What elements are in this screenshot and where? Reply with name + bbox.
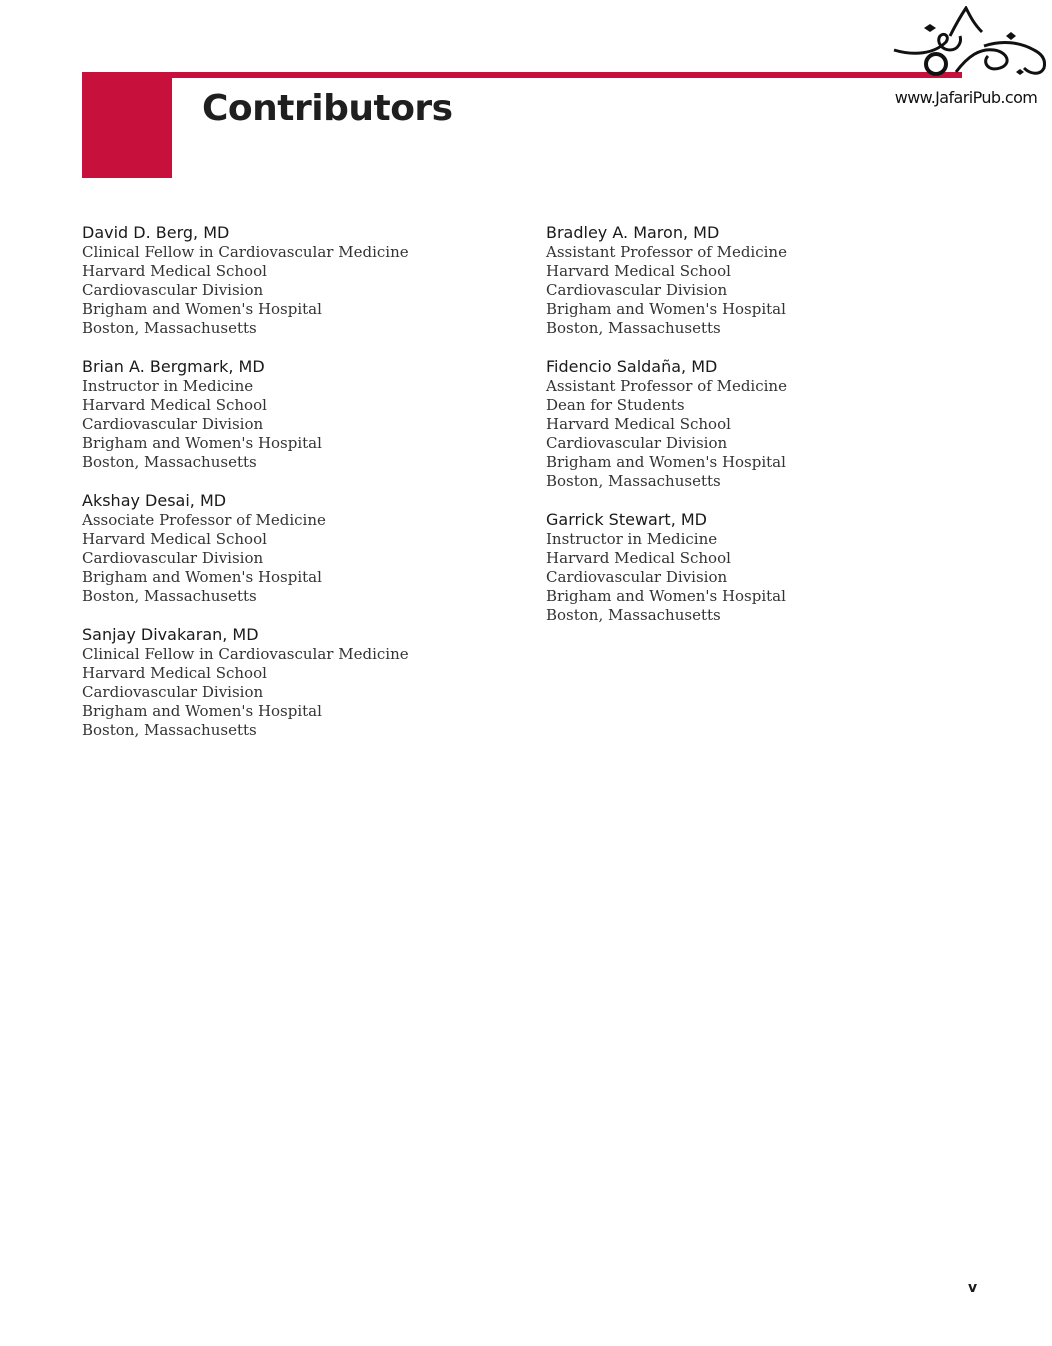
page-title: Contributors bbox=[202, 88, 453, 129]
contributor-affiliation-line: Boston, Massachusetts bbox=[82, 319, 257, 337]
contributor-affiliation-line: Brigham and Women's Hospital bbox=[546, 453, 786, 471]
contributor-affiliation-line: Boston, Massachusetts bbox=[546, 472, 721, 490]
contributor-name: David D. Berg, MD bbox=[82, 223, 230, 242]
contributor-affiliation-line: Boston, Massachusetts bbox=[82, 587, 257, 605]
contributor-affiliation-line: Brigham and Women's Hospital bbox=[82, 300, 322, 318]
contributor-entry bbox=[546, 509, 787, 625]
contributor-affiliation-line: Associate Professor of Medicine bbox=[82, 511, 326, 529]
contributor-name: Garrick Stewart, MD bbox=[546, 510, 707, 529]
contributor-affiliation-line: Brigham and Women's Hospital bbox=[546, 300, 786, 318]
calligraphy-logo-icon bbox=[884, 6, 1048, 86]
contributor-affiliation-line: Brigham and Women's Hospital bbox=[82, 568, 322, 586]
contributor-affiliation-line: Assistant Professor of Medicine bbox=[546, 377, 787, 395]
contributor-entry bbox=[82, 490, 409, 606]
contributors-left-column bbox=[82, 222, 409, 758]
watermark-url: www.JafariPub.com bbox=[894, 88, 1038, 107]
contributors-right-column bbox=[546, 222, 787, 643]
contributor-entry bbox=[546, 356, 787, 491]
contributor-affiliation-line: Brigham and Women's Hospital bbox=[82, 702, 322, 720]
header-rule bbox=[82, 72, 962, 78]
contributor-affiliation-line: Harvard Medical School bbox=[82, 664, 267, 682]
contributor-affiliation-line: Instructor in Medicine bbox=[546, 530, 718, 548]
page-number: v bbox=[968, 1280, 978, 1296]
contributor-affiliation-line: Boston, Massachusetts bbox=[82, 721, 257, 739]
contributor-affiliation-line: Harvard Medical School bbox=[546, 262, 731, 280]
contributor-name: Akshay Desai, MD bbox=[82, 491, 227, 510]
contributor-affiliation-line: Harvard Medical School bbox=[82, 262, 267, 280]
contributor-affiliation-line: Boston, Massachusetts bbox=[546, 606, 721, 624]
contributor-affiliation-line: Boston, Massachusetts bbox=[82, 453, 257, 471]
header-accent-block bbox=[82, 72, 172, 178]
contributor-affiliation-line: Assistant Professor of Medicine bbox=[546, 243, 787, 261]
contributor-affiliation-line: Harvard Medical School bbox=[546, 415, 731, 433]
contributor-affiliation-line: Harvard Medical School bbox=[82, 530, 267, 548]
contributor-affiliation-line: Cardiovascular Division bbox=[82, 549, 264, 567]
contributor-affiliation-line: Boston, Massachusetts bbox=[546, 319, 721, 337]
contributor-affiliation-line: Cardiovascular Division bbox=[82, 683, 264, 701]
contributor-affiliation-line: Cardiovascular Division bbox=[82, 281, 264, 299]
contributor-name: Fidencio Saldaña, MD bbox=[546, 357, 718, 376]
contributor-affiliation-line: Clinical Fellow in Cardiovascular Medicine bbox=[82, 243, 409, 261]
contributor-affiliation-line: Brigham and Women's Hospital bbox=[82, 434, 322, 452]
contributor-affiliation-line: Harvard Medical School bbox=[546, 549, 731, 567]
contributor-entry bbox=[82, 222, 409, 338]
contributor-affiliation-line: Brigham and Women's Hospital bbox=[546, 587, 786, 605]
contributor-name: Bradley A. Maron, MD bbox=[546, 223, 720, 242]
contributor-name: Sanjay Divakaran, MD bbox=[82, 625, 259, 644]
contributor-affiliation-line: Cardiovascular Division bbox=[82, 415, 264, 433]
watermark-logo bbox=[884, 6, 1048, 114]
contributor-affiliation-line: Cardiovascular Division bbox=[546, 568, 728, 586]
contributor-name: Brian A. Bergmark, MD bbox=[82, 357, 265, 376]
contributor-affiliation-line: Harvard Medical School bbox=[82, 396, 267, 414]
contributor-affiliation-line: Clinical Fellow in Cardiovascular Medicine bbox=[82, 645, 409, 663]
contributor-entry bbox=[546, 222, 787, 338]
contributor-affiliation-line: Instructor in Medicine bbox=[82, 377, 254, 395]
contributor-entry bbox=[82, 624, 409, 740]
contributor-affiliation-line: Dean for Students bbox=[546, 396, 685, 414]
contributor-affiliation-line: Cardiovascular Division bbox=[546, 434, 728, 452]
contributor-affiliation-line: Cardiovascular Division bbox=[546, 281, 728, 299]
contributor-entry bbox=[82, 356, 409, 472]
